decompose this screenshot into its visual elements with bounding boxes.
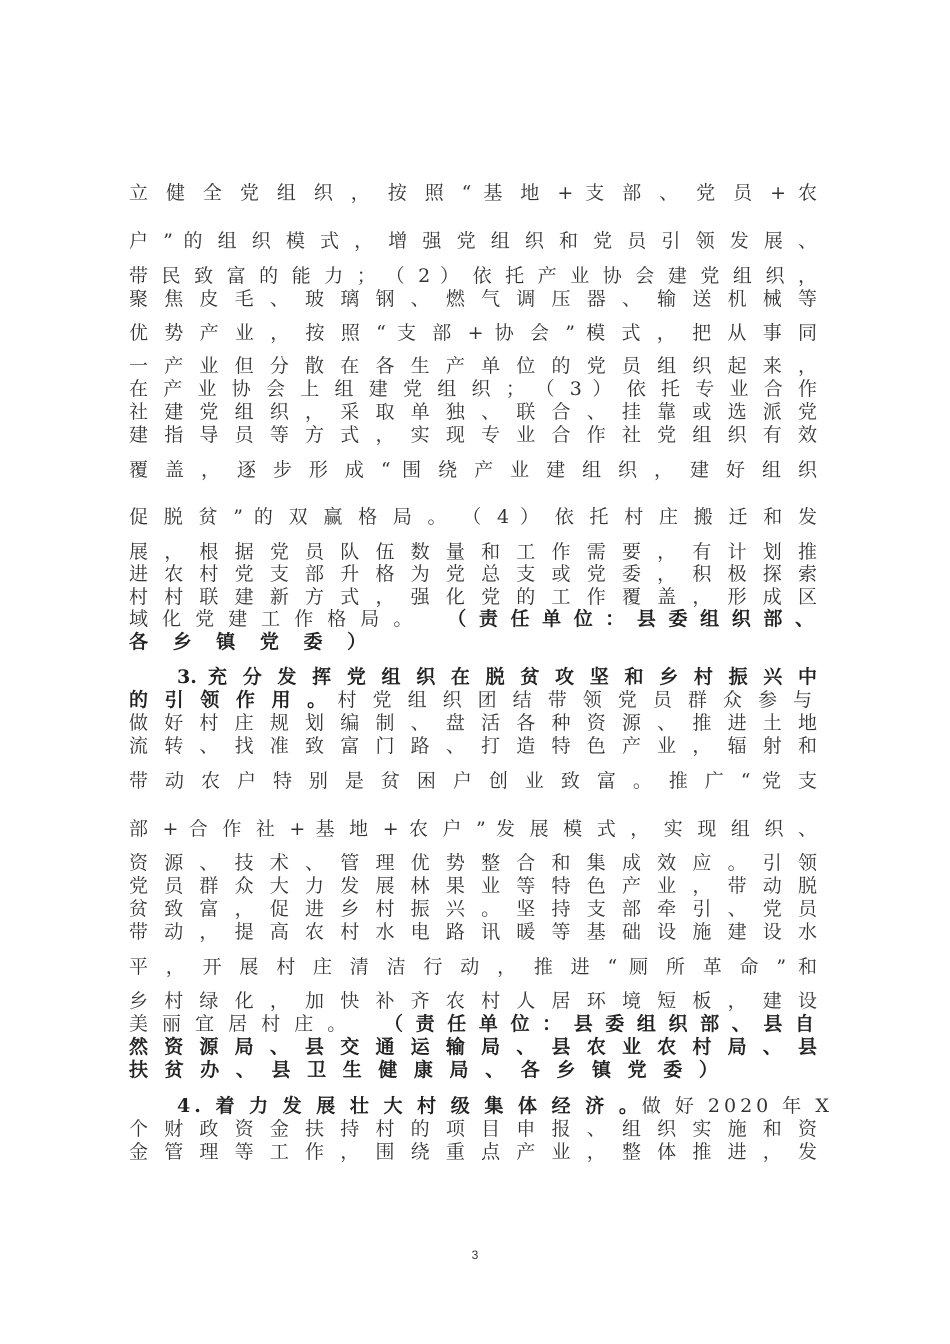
responsibility-label: （ 责 任 单 位 ： 县 委 组 织 部 、 县 自	[384, 1013, 817, 1035]
text-line: 金 管 理 等 工 作 ， 围 绕 重 点 产 业 ， 整 体 推 进 ， 发	[129, 1141, 817, 1163]
text-line: 覆 盖 ， 逐 步 形 成 “ 围 绕 产 业 建 组 织 ， 建 好 组 织	[129, 459, 817, 481]
text-line	[129, 688, 817, 712]
text-line: 流 转 、 找 准 致 富 门 路 、 打 造 特 色 产 业 ， 辐 射 和	[129, 735, 817, 757]
text-line: 做 好 村 庄 规 划 编 制 、 盘 活 各 种 资 源 、 推 进 土 地	[129, 712, 817, 734]
text-line	[129, 1012, 817, 1036]
text-line: 乡 村 绿 化 ， 加 快 补 齐 农 村 人 居 环 境 短 板 ， 建 设	[129, 990, 817, 1012]
text-line: 带 动 ， 提 高 农 村 水 电 路 讯 暖 等 基 础 设 施 建 设 水	[129, 921, 817, 943]
line-text: 做 好 2020 年 X	[641, 1095, 833, 1117]
text-line: 一 产 业 但 分 散 在 各 生 产 单 位 的 党 员 组 织 起 来 ，	[129, 355, 817, 377]
line-text: 美 丽 宜 居 村 庄 。	[129, 1013, 351, 1035]
text-line: 个 财 政 资 金 扶 持 村 的 项 目 申 报 、 组 织 实 施 和 资	[129, 1118, 817, 1140]
text-line: 党 员 群 众 大 力 发 展 林 果 业 等 特 色 产 业 ， 带 动 脱	[129, 875, 817, 897]
section-heading: 4. 着 力 发 展 壮 大 村 级 集 体 经 济 。	[177, 1095, 642, 1117]
text-line: 促 脱 贫 ” 的 双 赢 格 局 。 （ 4 ） 依 托 村 庄 搬 迁 和 发	[129, 506, 817, 528]
text-line: 带 民 致 富 的 能 力 ； （ 2 ） 依 托 产 业 协 会 建 党 组 织 ，	[129, 265, 817, 287]
text-line: 聚 焦 皮 毛 、 玻 璃 钢 、 燃 气 调 压 器 、 输 送 机 械 等	[129, 288, 817, 310]
responsibility-label: 然 资 源 局 、 县 交 通 运 输 局 、 县 农 业 农 村 局 、 县	[129, 1036, 817, 1058]
text-line: 村 村 联 建 新 方 式 ， 强 化 党 的 工 作 覆 盖 ， 形 成 区	[129, 586, 817, 608]
text-line: 平 ， 开 展 村 庄 清 洁 行 动 ， 推 进 “ 厕 所 革 命 ” 和	[129, 956, 817, 978]
text-line	[129, 607, 817, 631]
responsibility-label: （ 责 任 单 位 ： 县 委 组 织 部 、	[447, 608, 817, 630]
text-line: 贫 致 富 ， 促 进 乡 村 振 兴 。 坚 持 支 部 牵 引 、 党 员	[129, 898, 817, 920]
line-text: 域 化 党 建 工 作 格 局 。	[129, 608, 417, 630]
line-text: 村 党 组 织 团 结 带 领 党 员 群 众 参 与	[337, 689, 817, 711]
text-line: 户 ” 的 组 织 模 式 ， 增 强 党 组 织 和 党 员 引 领 发 展 、	[129, 230, 817, 252]
responsibility-label: 扶 贫 办 、 县 卫 生 健 康 局 、 各 乡 镇 党 委 ）	[129, 1059, 723, 1081]
text-line: 部 + 合 作 社 + 基 地 + 农 户 ” 发 展 模 式 ， 实 现 组 织 、	[129, 818, 817, 840]
text-line: 资 源 、 技 术 、 管 理 优 势 整 合 和 集 成 效 应 。 引 领	[129, 852, 817, 874]
text-line: 建 指 导 员 等 方 式 ， 实 现 专 业 合 作 社 党 组 织 有 效	[129, 424, 817, 446]
text-line: 展 ， 根 据 党 员 队 伍 数 量 和 工 作 需 要 ， 有 计 划 推	[129, 541, 817, 563]
responsibility-label: 各 乡 镇 党 委 ）	[129, 631, 376, 653]
text-line	[177, 1094, 833, 1118]
page-number: 3	[471, 1248, 479, 1262]
text-line: 带 动 农 户 特 别 是 贫 困 户 创 业 致 富 。 推 广 “ 党 支	[129, 770, 817, 792]
section-heading: 3. 充 分 发 挥 党 组 织 在 脱 贫 攻 坚 和 乡 村 振 兴 中	[177, 666, 817, 688]
section-heading: 的 引 领 作 用 。	[129, 689, 332, 711]
text-line: 进 农 村 党 支 部 升 格 为 党 总 支 或 党 委 ， 积 极 探 索	[129, 563, 817, 585]
text-line: 社 建 党 组 织 ， 采 取 单 独 、 联 合 、 挂 靠 或 选 派 党	[129, 401, 817, 423]
text-line: 在 产 业 协 会 上 组 建 党 组 织 ； （ 3 ） 依 托 专 业 合 作	[129, 378, 817, 400]
text-line: 优 势 产 业 ， 按 照 “ 支 部 + 协 会 ” 模 式 ， 把 从 事 同	[129, 322, 817, 344]
text-line: 立 健 全 党 组 织 ， 按 照 “ 基 地 + 支 部 、 党 员 + 农	[129, 182, 817, 204]
